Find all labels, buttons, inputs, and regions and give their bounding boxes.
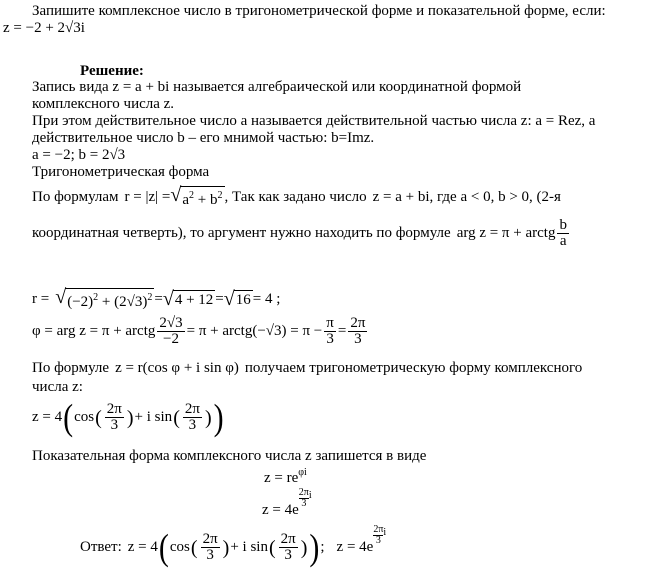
phi-calc: φ = arg z = π + arctg $\frac{2√3}{-2}$ = π + arctg(−√3) = π − $\frac{\pi}{3}$ = $\frac{2\pi}{3}$ (32, 315, 366, 347)
trig-general-formula: z = r(cos φ + i sin φ) (115, 360, 239, 376)
modulus-prefix: По формулам (32, 189, 119, 205)
phi-calc-mid: = π + arctg(−√3) = π − (186, 323, 323, 339)
para-1a: Запись вида z = a + bi называется алгебраической или координатной формой (32, 79, 522, 95)
exp-title: Показательная форма комплексного числа z запишется в виде (32, 448, 427, 464)
exp-general: z = re $^{\varphi i}$ (264, 467, 307, 486)
modulus-z-form: z = a + bi (372, 189, 430, 205)
arg-line (32, 218, 571, 249)
rad-b: + b (194, 192, 218, 208)
phi-fraction-1: $\frac{2√3}{-2}$ (159, 315, 183, 347)
trig-formula-line: По формуле z = r(cos φ + i sin φ) получаем тригонометрическую форму комплексного (32, 360, 583, 376)
trig-formula-line-2: числа z: (32, 379, 83, 395)
answer-label: Ответ: (80, 539, 122, 555)
arg-formula: arg z = π + arctg (456, 225, 556, 241)
problem-line-2: z = −2 + 2√3i (3, 20, 85, 36)
problem-line-1: Запишите комплексное число в тригонометрической форме и показательной форме, если: (32, 3, 606, 19)
rad-a: a (182, 192, 190, 208)
para-1b: комплексного числа z. (32, 96, 175, 112)
modulus-r-eq: r = |z| = (124, 189, 171, 205)
phi-fraction-2: $\frac{\pi}{3}$ (326, 315, 334, 347)
answer-exp-form: z = 4e (336, 539, 374, 555)
ab-values: a = −2; b = 2√3 (32, 147, 126, 163)
r-calc-sqrt3: √ 16 (223, 288, 251, 310)
arg-text: координатная четверть), то аргумент нужно находить по формуле (32, 225, 451, 241)
r-calc-result: = 4 ; (252, 291, 281, 307)
phi-fraction-3: $\frac{2\pi}{3}$ (350, 315, 366, 347)
r-calc-sqrt1: √ $(-2)^2 + (2√3)^2$ (55, 286, 153, 310)
solution-heading: Решение: (80, 63, 144, 79)
r-calc-lhs: r = (32, 291, 50, 307)
answer: Ответ: z = 4 ( cos ( $\frac{2\pi}{3}$ ) + i sin ( $\frac{2\pi}{3}$ ) ) ; z = 4e 2π 3 i (80, 524, 387, 568)
modulus-text-after: , Так как задано число (224, 189, 367, 205)
r-calc: r = √ $(-2)^2 + (2√3)^2$ = √ 4 + 12 = √ 16 = 4 ; (32, 286, 281, 310)
trig-result: z = 4 ( cos ( $\frac{2\pi}{3}$ ) + i sin ( $\frac{2\pi}{3}$ ) ) (32, 396, 224, 438)
arg-fraction: $\frac{b}{a}$ (559, 217, 567, 249)
exp-result: z = 4e 2π 3 i (262, 487, 312, 518)
r-calc-sqrt2: √ 4 + 12 (162, 288, 214, 310)
modulus-line (32, 186, 561, 209)
modulus-text-tail: , где a < 0, b > 0, (2-я (429, 189, 561, 205)
trig-title: Тригонометрическая форма (32, 164, 210, 180)
para-2a: При этом действительное число a называется действительной частью числа z: a = Rez, a (32, 113, 596, 129)
phi-calc-lhs: φ = arg z = π + arctg (32, 323, 156, 339)
modulus-sqrt: √ $a^2 + b^2$ (170, 184, 223, 208)
para-2b: действительное число b – его мнимой частью: b=Imz. (32, 130, 375, 146)
